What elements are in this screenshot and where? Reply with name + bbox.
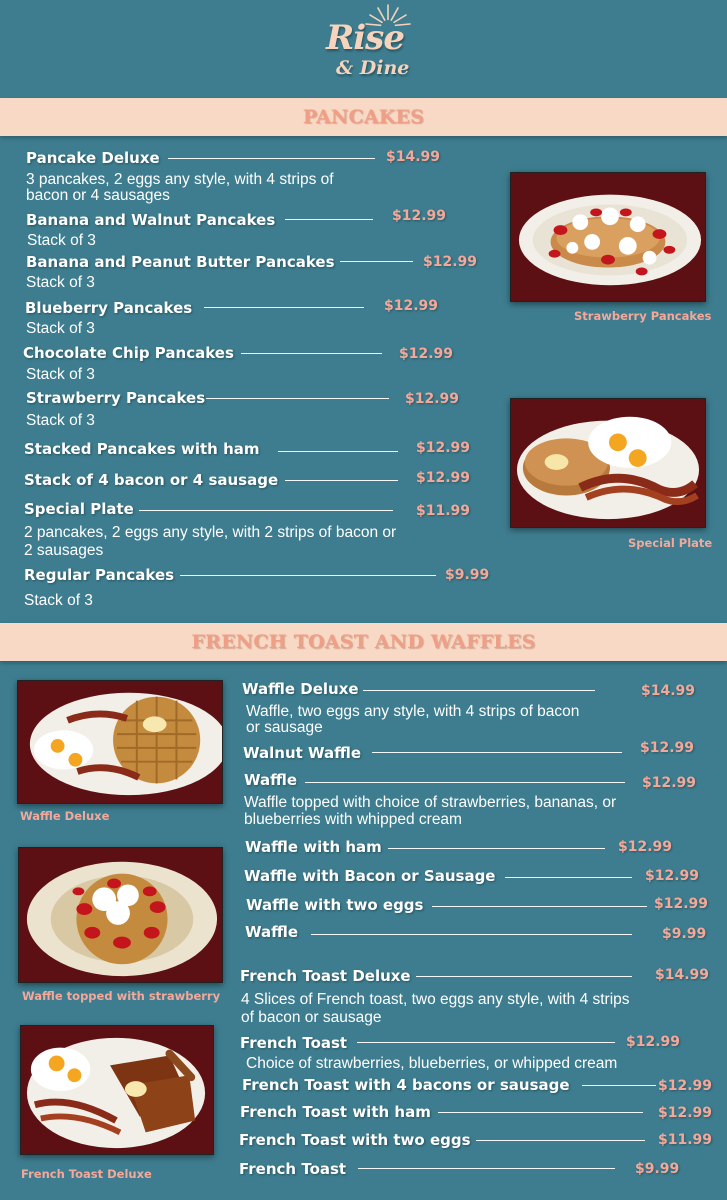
menu-item-name: Banana and Peanut Butter Pancakes <box>26 253 335 271</box>
leader-line <box>388 848 605 849</box>
menu-item-name: Chocolate Chip Pancakes <box>23 344 234 362</box>
menu-item-description: 4 Slices of French toast, two eggs any style, with 4 strips <box>241 991 630 1008</box>
leader-line <box>582 1085 656 1086</box>
menu-item-name: Waffle with Bacon or Sausage <box>244 867 496 885</box>
menu-item-description: Stack of 3 <box>27 232 96 249</box>
leader-line <box>278 451 398 452</box>
photo-caption: Waffle topped with strawberry <box>22 989 221 1003</box>
menu-item-name: French Toast <box>239 1160 347 1178</box>
menu-item-name: Walnut Waffle <box>243 744 362 762</box>
menu-item-price: $12.99 <box>399 346 454 362</box>
menu-item-description: 2 sausages <box>24 542 104 559</box>
leader-line <box>363 690 595 691</box>
menu-item-price: $11.99 <box>658 1132 713 1148</box>
leader-line <box>311 934 632 935</box>
leader-line <box>180 575 436 576</box>
waffle-deluxe-photo <box>17 680 223 804</box>
menu-item-name: French Toast with two eggs <box>239 1131 471 1149</box>
menu-item-description: 2 pancakes, 2 eggs any style, with 2 strips of bacon or <box>24 524 397 541</box>
menu-item-description: Waffle, two eggs any style, with 4 strips of bacon <box>246 703 580 720</box>
menu-item-price: $12.99 <box>618 839 673 855</box>
leader-line <box>168 158 375 159</box>
menu-item-name: French Toast <box>240 1034 348 1052</box>
menu-item-price: $9.99 <box>662 926 707 942</box>
photo-caption: French Toast Deluxe <box>21 1167 152 1181</box>
menu-item-name: Pancake Deluxe <box>26 149 160 167</box>
menu-item-price: $12.99 <box>645 868 700 884</box>
photo-caption: Special Plate <box>628 536 713 550</box>
menu-item-description: Stack of 3 <box>24 592 93 609</box>
menu-item-description: Choice of strawberries, blueberries, or whipped cream <box>246 1055 618 1072</box>
leader-line <box>505 877 632 878</box>
french-toast-deluxe-photo <box>20 1025 214 1155</box>
menu-item-name: French Toast with 4 bacons or sausage <box>242 1076 570 1094</box>
leader-line <box>358 1168 615 1169</box>
menu-item-price: $12.99 <box>384 298 439 314</box>
menu-item-price: $12.99 <box>392 208 447 224</box>
menu-item-price: $12.99 <box>654 896 709 912</box>
leader-line <box>206 398 389 399</box>
menu-item-name: Special Plate <box>24 500 134 518</box>
menu-item-name: French Toast with ham <box>240 1103 431 1121</box>
menu-item-description: Stack of 3 <box>26 320 95 337</box>
section-title: PANCAKES <box>302 106 425 128</box>
menu-item-description: Stack of 3 <box>26 412 95 429</box>
strawberry-pancakes-photo <box>510 172 706 302</box>
leader-line <box>305 782 625 783</box>
menu-item-price: $11.99 <box>416 503 471 519</box>
logo-dine: & Dine <box>336 57 410 79</box>
photo-caption: Waffle Deluxe <box>20 809 110 823</box>
menu-item-price: $12.99 <box>405 391 460 407</box>
logo-rise: Rise <box>326 18 404 58</box>
section-header-pancakes <box>0 98 727 136</box>
menu-item-price: $12.99 <box>658 1105 713 1121</box>
menu-item-description: 3 pancakes, 2 eggs any style, with 4 strips of <box>26 171 334 188</box>
leader-line <box>372 752 622 753</box>
menu-item-name: Waffle with two eggs <box>246 896 424 914</box>
menu-item-name: Stacked Pancakes with ham <box>24 440 260 458</box>
leader-line <box>241 353 382 354</box>
menu-item-price: $12.99 <box>640 740 695 756</box>
leader-line <box>139 510 393 511</box>
menu-item-name: Strawberry Pancakes <box>26 389 206 407</box>
menu-item-price: $12.99 <box>416 470 471 486</box>
menu-item-description: bacon or 4 sausages <box>26 187 170 204</box>
menu-item-price: $12.99 <box>658 1078 713 1094</box>
menu-item-price: $14.99 <box>386 149 441 165</box>
menu-item-name: Waffle <box>244 771 298 789</box>
menu-item-name: Waffle <box>245 923 299 941</box>
menu-item-description: Stack of 3 <box>26 366 95 383</box>
menu-item-description: of bacon or sausage <box>241 1009 382 1026</box>
menu-item-name: Banana and Walnut Pancakes <box>26 211 276 229</box>
leader-line <box>340 261 413 262</box>
leader-line <box>357 1042 615 1043</box>
menu-item-price: $12.99 <box>416 440 471 456</box>
menu-item-name: French Toast Deluxe <box>240 967 411 985</box>
section-header-french-toast <box>0 623 727 661</box>
leader-line <box>438 1112 643 1113</box>
leader-line <box>285 219 373 220</box>
menu-item-price: $14.99 <box>641 683 696 699</box>
menu-item-price: $12.99 <box>642 775 697 791</box>
menu-item-price: $12.99 <box>423 254 478 270</box>
leader-line <box>285 480 398 481</box>
menu-item-price: $12.99 <box>626 1034 681 1050</box>
menu-item-price: $9.99 <box>445 567 490 583</box>
menu-item-description: or sausage <box>246 719 323 736</box>
menu-item-name: Waffle with ham <box>245 838 382 856</box>
logo <box>310 2 420 92</box>
menu-item-description: Stack of 3 <box>26 274 95 291</box>
menu-item-price: $14.99 <box>655 967 710 983</box>
menu-item-name: Blueberry Pancakes <box>25 299 193 317</box>
leader-line <box>204 307 364 308</box>
menu-item-description: blueberries with whipped cream <box>244 811 462 828</box>
section-title: FRENCH TOAST AND WAFFLES <box>191 631 536 653</box>
menu-item-name: Regular Pancakes <box>24 566 175 584</box>
waffle-strawberry-photo <box>18 847 223 983</box>
menu-item-description: Waffle topped with choice of strawberries, bananas, or <box>244 794 617 811</box>
menu-item-price: $9.99 <box>635 1161 680 1177</box>
menu-item-name: Waffle Deluxe <box>242 680 359 698</box>
menu-item-name: Stack of 4 bacon or 4 sausage <box>24 471 279 489</box>
photo-caption: Strawberry Pancakes <box>574 309 712 323</box>
leader-line <box>432 906 647 907</box>
leader-line <box>476 1140 645 1141</box>
special-plate-photo <box>510 398 706 528</box>
leader-line <box>416 976 632 977</box>
